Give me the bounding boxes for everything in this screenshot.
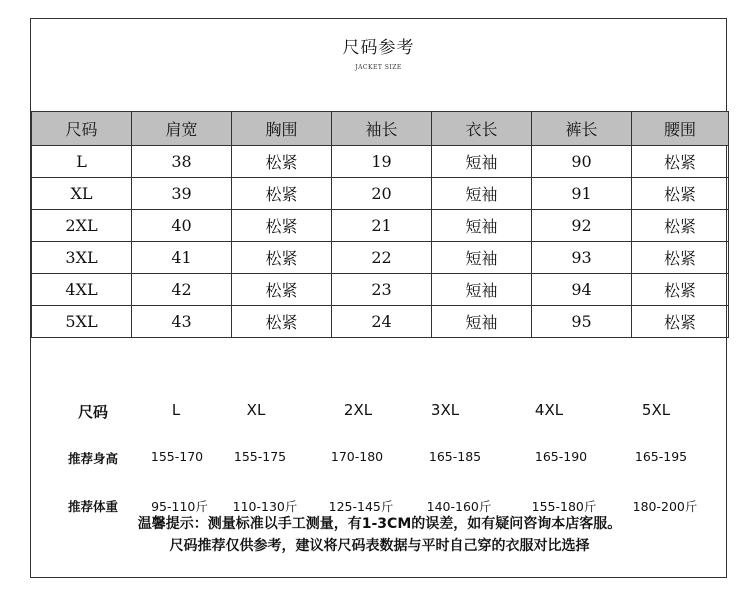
recommend-weight: 155-180斤: [531, 499, 597, 514]
tips-section: [31, 513, 728, 557]
header-size: 尺码: [32, 112, 132, 146]
recommend-weight: 140-160斤: [426, 499, 492, 514]
table-cell: 松紧: [232, 178, 332, 210]
chart-subtitle: JACKET SIZE: [355, 64, 402, 71]
recommend-height: 155-175: [233, 449, 287, 464]
table-cell: XL: [32, 178, 132, 210]
table-cell: 95: [532, 306, 632, 338]
table-cell: 93: [532, 242, 632, 274]
tip-line-2: 尺码推荐仅供参考，建议将尺码表数据与平时自己穿的衣服对比选择: [169, 538, 590, 554]
table-cell: 41: [132, 242, 232, 274]
table-cell: 40: [132, 210, 232, 242]
header-chest: 胸围: [232, 112, 332, 146]
recommend-height: 165-185: [428, 449, 482, 464]
table-cell: 松紧: [232, 146, 332, 178]
table-cell: 短袖: [432, 178, 532, 210]
table-cell: 5XL: [32, 306, 132, 338]
recommend-size: XL: [246, 401, 266, 419]
header-waist: 腰围: [632, 112, 729, 146]
table-cell: 39: [132, 178, 232, 210]
table-cell: 短袖: [432, 306, 532, 338]
table-row: [32, 146, 729, 178]
table-cell: 短袖: [432, 242, 532, 274]
size-chart-card: [30, 18, 727, 578]
table-cell: 94: [532, 274, 632, 306]
table-cell: 21: [332, 210, 432, 242]
recommend-size: 3XL: [430, 401, 460, 419]
recommend-weight-label: 推荐体重: [67, 499, 118, 514]
recommend-weight: 125-145斤: [328, 499, 394, 514]
table-cell: 松紧: [632, 178, 729, 210]
table-row: [32, 242, 729, 274]
recommend-size: L: [171, 401, 181, 419]
table-cell: 23: [332, 274, 432, 306]
recommend-height: 165-195: [634, 449, 688, 464]
table-cell: 91: [532, 178, 632, 210]
size-table: [31, 111, 729, 338]
header-sleeve: 袖长: [332, 112, 432, 146]
recommend-size: 5XL: [641, 401, 671, 419]
table-row: [32, 210, 729, 242]
table-cell: 22: [332, 242, 432, 274]
header-length: 衣长: [432, 112, 532, 146]
chart-title: 尺码参考: [342, 38, 415, 58]
table-cell: 3XL: [32, 242, 132, 274]
recommend-weight: 180-200斤: [632, 499, 698, 514]
table-row: [32, 178, 729, 210]
table-cell: 松紧: [632, 210, 729, 242]
recommend-size: 4XL: [534, 401, 564, 419]
table-cell: 19: [332, 146, 432, 178]
recommend-weight: 110-130斤: [232, 499, 298, 514]
table-cell: 松紧: [632, 146, 729, 178]
table-row: [32, 274, 729, 306]
recommend-height: 170-180: [330, 449, 384, 464]
table-cell: 24: [332, 306, 432, 338]
table-cell: 4XL: [32, 274, 132, 306]
table-cell: 松紧: [632, 274, 729, 306]
table-cell: 90: [532, 146, 632, 178]
tip-line-1: 温馨提示：测量标准以手工测量，有1-3CM的误差，如有疑问咨询本店客服。: [137, 516, 622, 532]
recommend-height: 155-170: [150, 449, 204, 464]
recommend-size: 2XL: [343, 401, 373, 419]
table-cell: 43: [132, 306, 232, 338]
table-cell: 松紧: [232, 242, 332, 274]
table-cell: 38: [132, 146, 232, 178]
table-cell: 短袖: [432, 210, 532, 242]
recommend-height-label: 推荐身高: [67, 451, 118, 466]
table-cell: 松紧: [632, 242, 729, 274]
header-pants-length: 裤长: [532, 112, 632, 146]
table-cell: 42: [132, 274, 232, 306]
table-body: [32, 146, 729, 338]
table-row: [32, 306, 729, 338]
table-cell: 92: [532, 210, 632, 242]
table-cell: 2XL: [32, 210, 132, 242]
table-cell: 松紧: [232, 210, 332, 242]
table-cell: 20: [332, 178, 432, 210]
table-cell: 松紧: [232, 306, 332, 338]
recommend-height: 165-190: [534, 449, 588, 464]
table-cell: 松紧: [232, 274, 332, 306]
recommend-weight: 95-110斤: [151, 499, 208, 514]
table-cell: 松紧: [632, 306, 729, 338]
table-cell: 短袖: [432, 146, 532, 178]
recommendation-section: [31, 371, 728, 521]
table-cell: 短袖: [432, 274, 532, 306]
table-cell: L: [32, 146, 132, 178]
recommend-size-label: 尺码: [77, 403, 108, 421]
header-shoulder: 肩宽: [132, 112, 232, 146]
recommend-height-row: [31, 449, 728, 473]
recommend-size-row: [31, 401, 728, 425]
table-header-row: [32, 112, 729, 146]
